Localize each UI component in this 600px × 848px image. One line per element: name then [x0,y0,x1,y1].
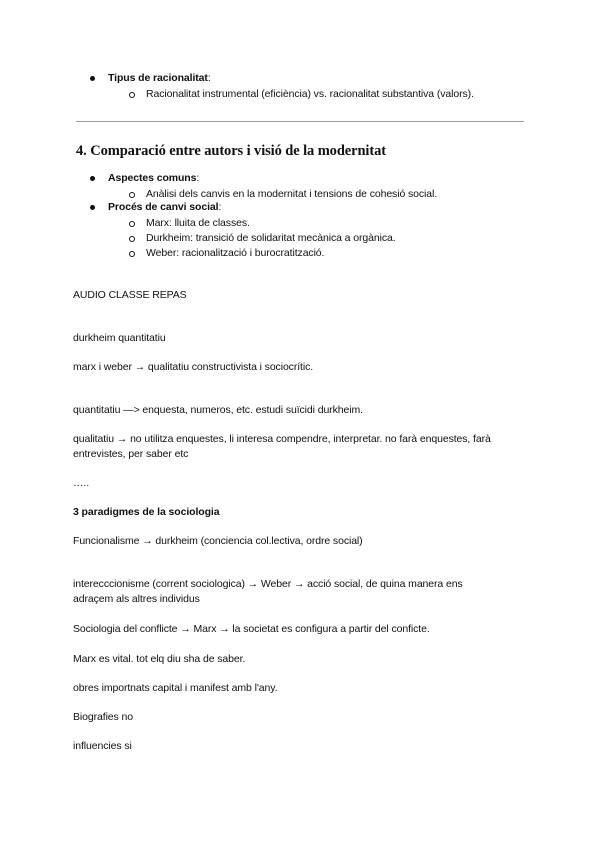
paragraph-ellipsis: ….. [73,477,90,489]
bullet-circle-icon [129,236,135,242]
section-heading: 4. Comparació entre autors i visió de la modernitat [76,143,386,159]
bullet-circle-icon [129,221,135,227]
bullet-circle-icon [129,192,135,198]
colon: : [196,172,200,184]
paragraph-line1: interecccionisme (corrent sociologica) → Weber → acció social, de quina manera ens [73,578,463,590]
paragraph: quantitatiu —> enquesta, numeros, etc. estudi suïcidi durkheim. [73,404,363,416]
list-item-proces [108,201,221,213]
bullet-disc-icon [90,76,95,81]
paragraph-line2: adraçem als altres individus [73,593,200,605]
sub-item: Racionalitat instrumental (eficiència) vs. racionalitat substantiva (valors). [146,88,474,100]
bullet-circle-icon [129,92,135,98]
paragraph: influencies si [73,740,132,752]
list-item-bold-label: Aspectes comuns [108,172,197,184]
paragraph: Funcionalisme → durkheim (conciencia col.lectiva, ordre social) [73,535,363,547]
paragraph: Sociologia del conflicte → Marx → la societat es configura a partir del conficte. [73,623,430,635]
sub-item: Weber: racionalització i burocratització. [146,247,325,259]
colon: : [218,201,222,213]
bullet-disc-icon [90,205,95,210]
sub-item: Marx: lluita de classes. [146,217,250,229]
paragraph: obres importnats capital i manifest amb l'any. [73,682,278,694]
paragraph: Marx es vital. tot elq diu sha de saber. [73,653,246,665]
paragraph-line1: qualitatiu → no utilitza enquestes, li interesa compendre, interpretar. no farà enquestes, farà [73,433,491,445]
horizontal-rule [76,121,524,122]
list-item-bold-label: Procés de canvi social [108,201,219,213]
paragraph: Biografies no [73,711,133,723]
bullet-circle-icon [129,251,135,257]
bullet-disc-icon [90,176,95,181]
paragraph: marx i weber → qualitatiu constructivista i sociocrític. [73,361,314,373]
paragraph: durkheim quantitatiu [73,332,166,344]
list-item-aspectes [108,172,199,184]
list-item-bold-label: Tipus de racionalitat [108,72,208,84]
paragraph-line2: entrevistes, per saber etc [73,448,189,460]
paragraph-audio: AUDIO CLASSE REPAS [73,289,187,301]
list-item-tipus [108,72,211,84]
colon: : [207,72,211,84]
paradigms-heading: 3 paradigmes de la sociologia [73,506,220,518]
sub-item: Anàlisi dels canvis en la modernitat i tensions de cohesió social. [146,188,438,200]
sub-item: Durkheim: transició de solidaritat mecànica a orgànica. [146,232,396,244]
